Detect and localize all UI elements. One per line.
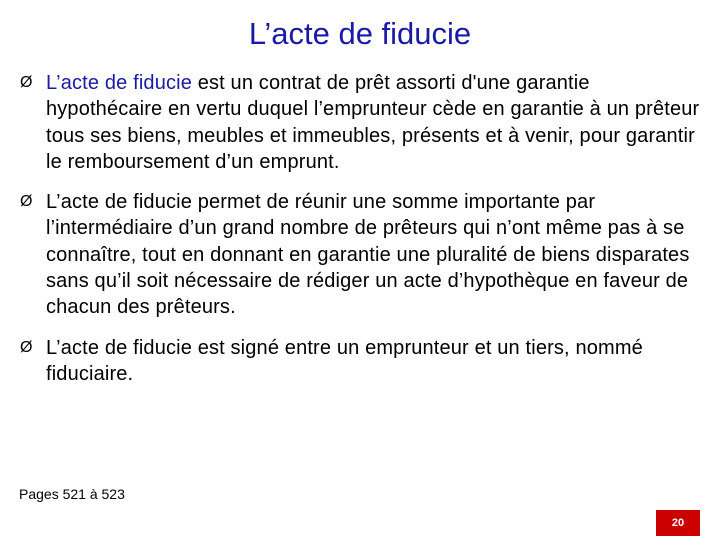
bullet-text: est un contrat de prêt assorti d'une garantie hypothécaire en vertu duquel l’emprunteur cède en garantie à un prêteur tous ses biens, meubles et immeubles, présents et à venir, pour garantir le remboursement d’un emprunt. bbox=[46, 72, 700, 173]
bullet-item-3 bbox=[20, 335, 710, 388]
arrow-bullet-icon: Ø bbox=[20, 193, 33, 211]
slide-title: L’acte de fiducie bbox=[248, 16, 472, 51]
bullet-lead-highlight: L’acte de fiducie bbox=[46, 72, 192, 94]
page-number-badge: 20 bbox=[656, 510, 700, 536]
bullet-item-2 bbox=[20, 189, 710, 320]
pages-reference: Pages 521 à 523 bbox=[19, 486, 125, 502]
bullet-text: L’acte de fiducie permet de réunir une somme importante par l’intermédiaire d’un grand nombre de prêteurs qui n’ont même pas à se connaître, tout en donnant en garantie une pluralité de biens disparates sans qu’il soit nécessaire de rédiger un acte d’hypothèque en faveur de chacun des prêteurs. bbox=[46, 191, 690, 319]
bullet-list bbox=[20, 70, 710, 401]
arrow-bullet-icon: Ø bbox=[20, 74, 33, 91]
bullet-text: L’acte de fiducie est signé entre un emprunteur et un tiers, nommé fiduciaire. bbox=[46, 336, 643, 385]
arrow-bullet-icon: Ø bbox=[20, 338, 33, 356]
bullet-item-1 bbox=[20, 70, 710, 175]
